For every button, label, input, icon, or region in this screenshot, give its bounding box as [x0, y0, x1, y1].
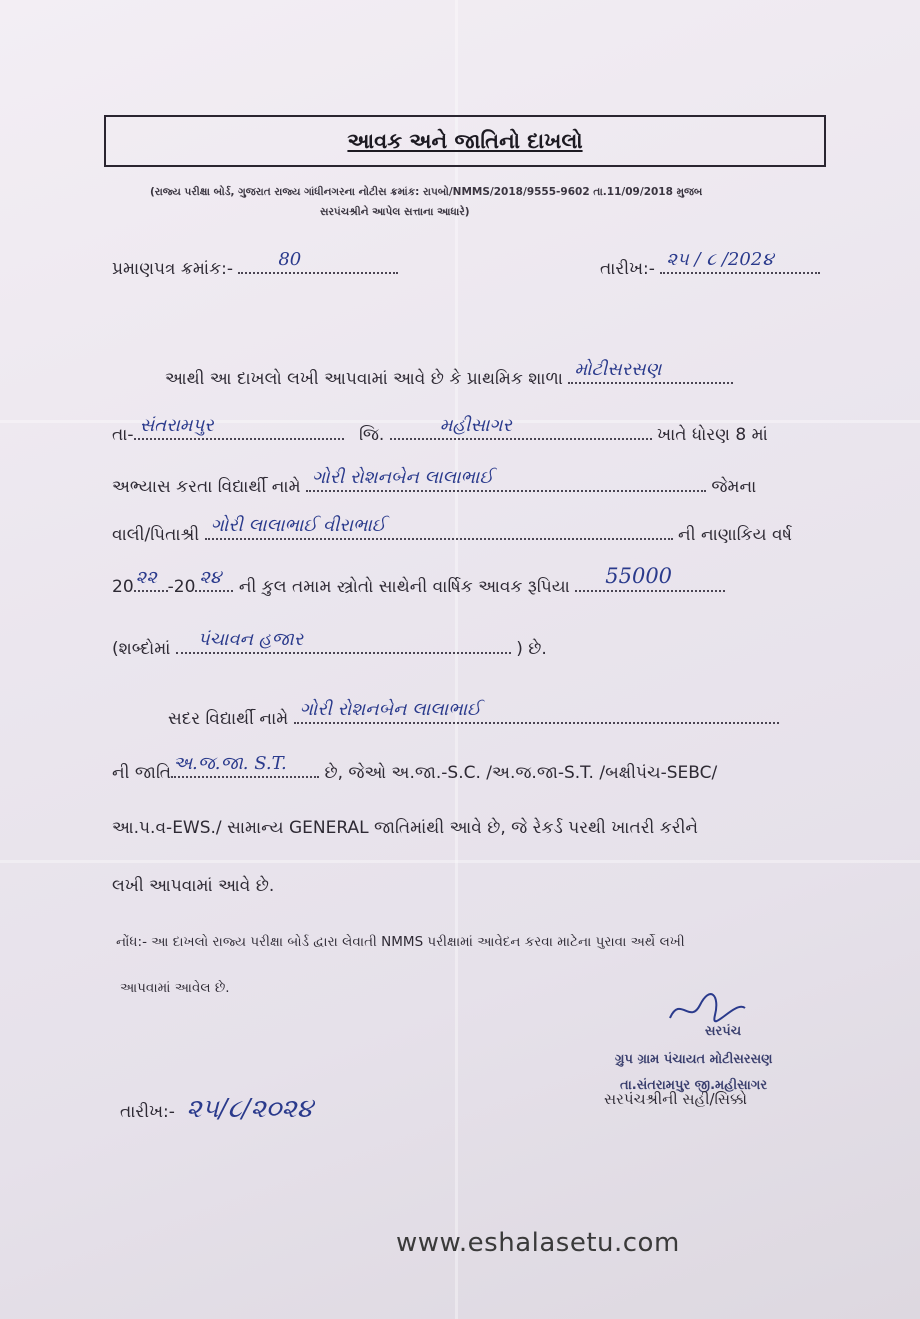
certificate-date-value: ૨૫ / ૮ /202૪ [666, 249, 774, 270]
taluka-value: સંતરામપુર [139, 415, 214, 436]
school-value: મોટીસરસણ [574, 359, 662, 380]
stamp-title: સરપંચ [705, 1024, 742, 1039]
financial-year-label: ની નાણાકિય વર્ષ [678, 525, 793, 545]
certificate-number-value: 80 [278, 249, 302, 270]
para-line-words [112, 629, 547, 659]
watermark-url: www.eshalasetu.com [396, 1228, 680, 1258]
para-line-caste [112, 753, 718, 783]
school-field [568, 359, 733, 384]
student-field [306, 467, 706, 492]
footer-date-row [120, 1094, 313, 1125]
certificate-date-field [660, 249, 820, 274]
authority-note-line2: સરપંચશ્રીને આપેલ સત્તાના આધારે) [320, 206, 470, 218]
stamp-line2: તા.સંતરામપુર જી.મહીસાગર [620, 1078, 768, 1093]
year-1-field [134, 567, 168, 592]
caste-label: ની જાતિ [112, 763, 172, 783]
para-line-income [112, 564, 725, 597]
taluka-field [134, 415, 344, 440]
words-label: (શબ્દોમાં [112, 639, 171, 659]
caste-options-2: આ.પ.વ-EWS./ સામાન્ય GENERAL જાતિમાંથી આવે છે, જે રેકર્ડ પરથી ખાતરી કરીને [112, 818, 699, 838]
student-label: અભ્યાસ કરતા વિદ્યાર્થી નામે [112, 477, 301, 497]
para-intro-text: આથી આ દાખલો લખી આપવામાં આવે છે કે પ્રાથમિક શાળા [165, 369, 563, 389]
footer-date-label: તારીખ:- [120, 1102, 175, 1122]
district-label: જિ. [358, 425, 385, 445]
caste-value: અ.જ.જા. S.T. [173, 753, 287, 774]
jemna-text: જેમના [711, 477, 757, 497]
words-field [176, 629, 511, 654]
taluka-label: તા- [112, 425, 134, 445]
para-line-school [165, 359, 733, 389]
certificate-date-label: તારીખ:- [600, 259, 655, 279]
income-field [575, 564, 725, 592]
words-end: ) છે. [516, 639, 547, 659]
caste-field [171, 753, 319, 778]
title-box [104, 115, 826, 167]
para-line-taluka [112, 415, 768, 445]
certificate-date-row [600, 249, 820, 279]
standard-text: ખાતે ધોરણ 8 માં [657, 425, 768, 445]
certificate-number-field [238, 249, 398, 274]
para-line-guardian [112, 515, 793, 545]
words-value: પંચાવન હજાર [197, 629, 304, 650]
income-text: ની કુલ તમામ સ્ત્રોતો સાથેની વાર્ષિક આવક રૂપિયા [238, 577, 570, 597]
note-line1: નોંધ:- આ દાખલો રાજ્ય પરીક્ષા બોર્ડ દ્વારા લેવાતી NMMS પરીક્ષામાં આવેદન કરવા માટેના પુરાવા અર્થે લખી [116, 934, 685, 950]
note-line2: આપવામાં આવેલ છે. [120, 980, 230, 996]
footer-date-value: ૨૫/૮/૨૦૨૪ [186, 1094, 313, 1124]
year-prefix-1: 20 [112, 577, 134, 597]
closing-text: લખી આપવામાં આવે છે. [112, 876, 275, 896]
sadar-name: ગોરી રોશનબેન લાલાભાઈ [299, 699, 481, 720]
para-line-student [112, 467, 757, 497]
para-line-sadar [168, 699, 779, 729]
guardian-name: ગોરી લાલાભાઈ વીરાભાઈ [210, 515, 386, 536]
stamp-line1: ગ્રુપ ગ્રામ પંચાયત મોટીસરસણ [615, 1052, 773, 1067]
caste-options-1: છે, જેઓ અ.જા.-S.C. /અ.જ.જા-S.T. /બક્ષીપંચ-SEBC/ [324, 763, 718, 783]
year-dash: -20 [167, 577, 196, 597]
signature-label: સરપંચશ્રીની સહી/સિક્કો [604, 1090, 748, 1108]
district-field [390, 415, 652, 440]
sadar-label: સદર વિદ્યાર્થી નામે [168, 709, 289, 729]
district-value: મહીસાગર [439, 415, 512, 436]
certificate-number-row [112, 249, 398, 279]
document-title: આવક અને જાતિનો દાખલો [347, 128, 583, 153]
paper-crease [0, 860, 920, 863]
year-2-field [195, 567, 233, 592]
year-2-value: ૨૪ [199, 567, 222, 588]
sadar-field [294, 699, 779, 724]
income-value: 55000 [605, 564, 673, 588]
student-name: ગોરી રોશનબેન લાલાભાઈ [312, 467, 494, 488]
certificate-number-label: પ્રમાણપત્ર ક્રમાંક:- [112, 259, 233, 279]
year-1-value: ૨૨ [135, 567, 157, 588]
authority-note-line1: (રાજ્ય પરીક્ષા બોર્ડ, ગુજરાત રાજ્ય ગાંધીનગરના નોટીસ ક્રમાંક: રાપબો/NMMS/2018/9555-9602 તા.11/09/2018 મુજબ [150, 186, 703, 198]
guardian-label: વાલી/પિતાશ્રી [112, 525, 200, 545]
guardian-field [205, 515, 673, 540]
